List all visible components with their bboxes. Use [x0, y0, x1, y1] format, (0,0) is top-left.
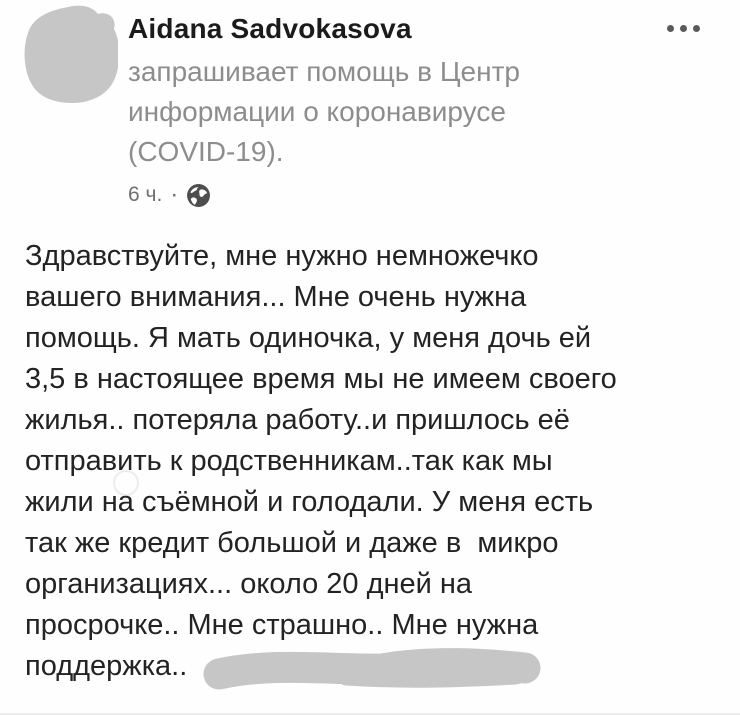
- post-body-line: просрочке.. Мне страшно.. Мне нужна: [25, 609, 539, 641]
- ellipsis-dot: [667, 25, 674, 32]
- ellipsis-dot: [693, 25, 700, 32]
- post-body-line: отправить к родственникам..так как мы: [25, 445, 553, 477]
- post-action-line: информации о коронавирусе: [128, 96, 506, 127]
- post-body-line: жилья.. потеряла работу..и пришлось её: [25, 404, 570, 436]
- post-action-line: (COVID-19).: [128, 136, 284, 167]
- author-name[interactable]: Aidana Sadvokasova: [128, 13, 412, 44]
- post-body-line: жили на съёмной и голодали. У меня есть: [25, 486, 594, 518]
- post-menu-button[interactable]: [663, 21, 704, 36]
- post-meta: [128, 181, 648, 209]
- post-body-line: организациях... около 20 дней на: [25, 568, 473, 600]
- avatar-scribble-shape: [25, 6, 118, 103]
- redacted-text-scribble: [197, 648, 545, 692]
- timestamp[interactable]: 6 ч.: [128, 183, 163, 206]
- post-body: [25, 236, 725, 687]
- post-body-line-text: поддержка..: [25, 650, 188, 682]
- post-body-line: вашего внимания... Мне очень нужна: [25, 281, 527, 313]
- post-body-line: помощь. Я мать одиночка, у меня дочь ей: [25, 322, 592, 354]
- watermark-circle-artifact: [113, 470, 139, 496]
- globe-icon: [186, 183, 211, 208]
- ellipsis-dot: [680, 25, 687, 32]
- meta-separator: ·: [170, 181, 179, 208]
- avatar[interactable]: [22, 5, 118, 103]
- post-action-line: запрашивает помощь в Центр: [128, 56, 520, 87]
- post-header: [128, 12, 648, 209]
- post-body-last-line: [25, 646, 725, 687]
- post-body-line: 3,5 в настоящее время мы не имеем своего: [25, 363, 617, 395]
- post-body-line: так же кредит большой и даже в микро: [25, 527, 559, 559]
- post-body-line: Здравствуйте, мне нужно немножечко: [25, 240, 539, 272]
